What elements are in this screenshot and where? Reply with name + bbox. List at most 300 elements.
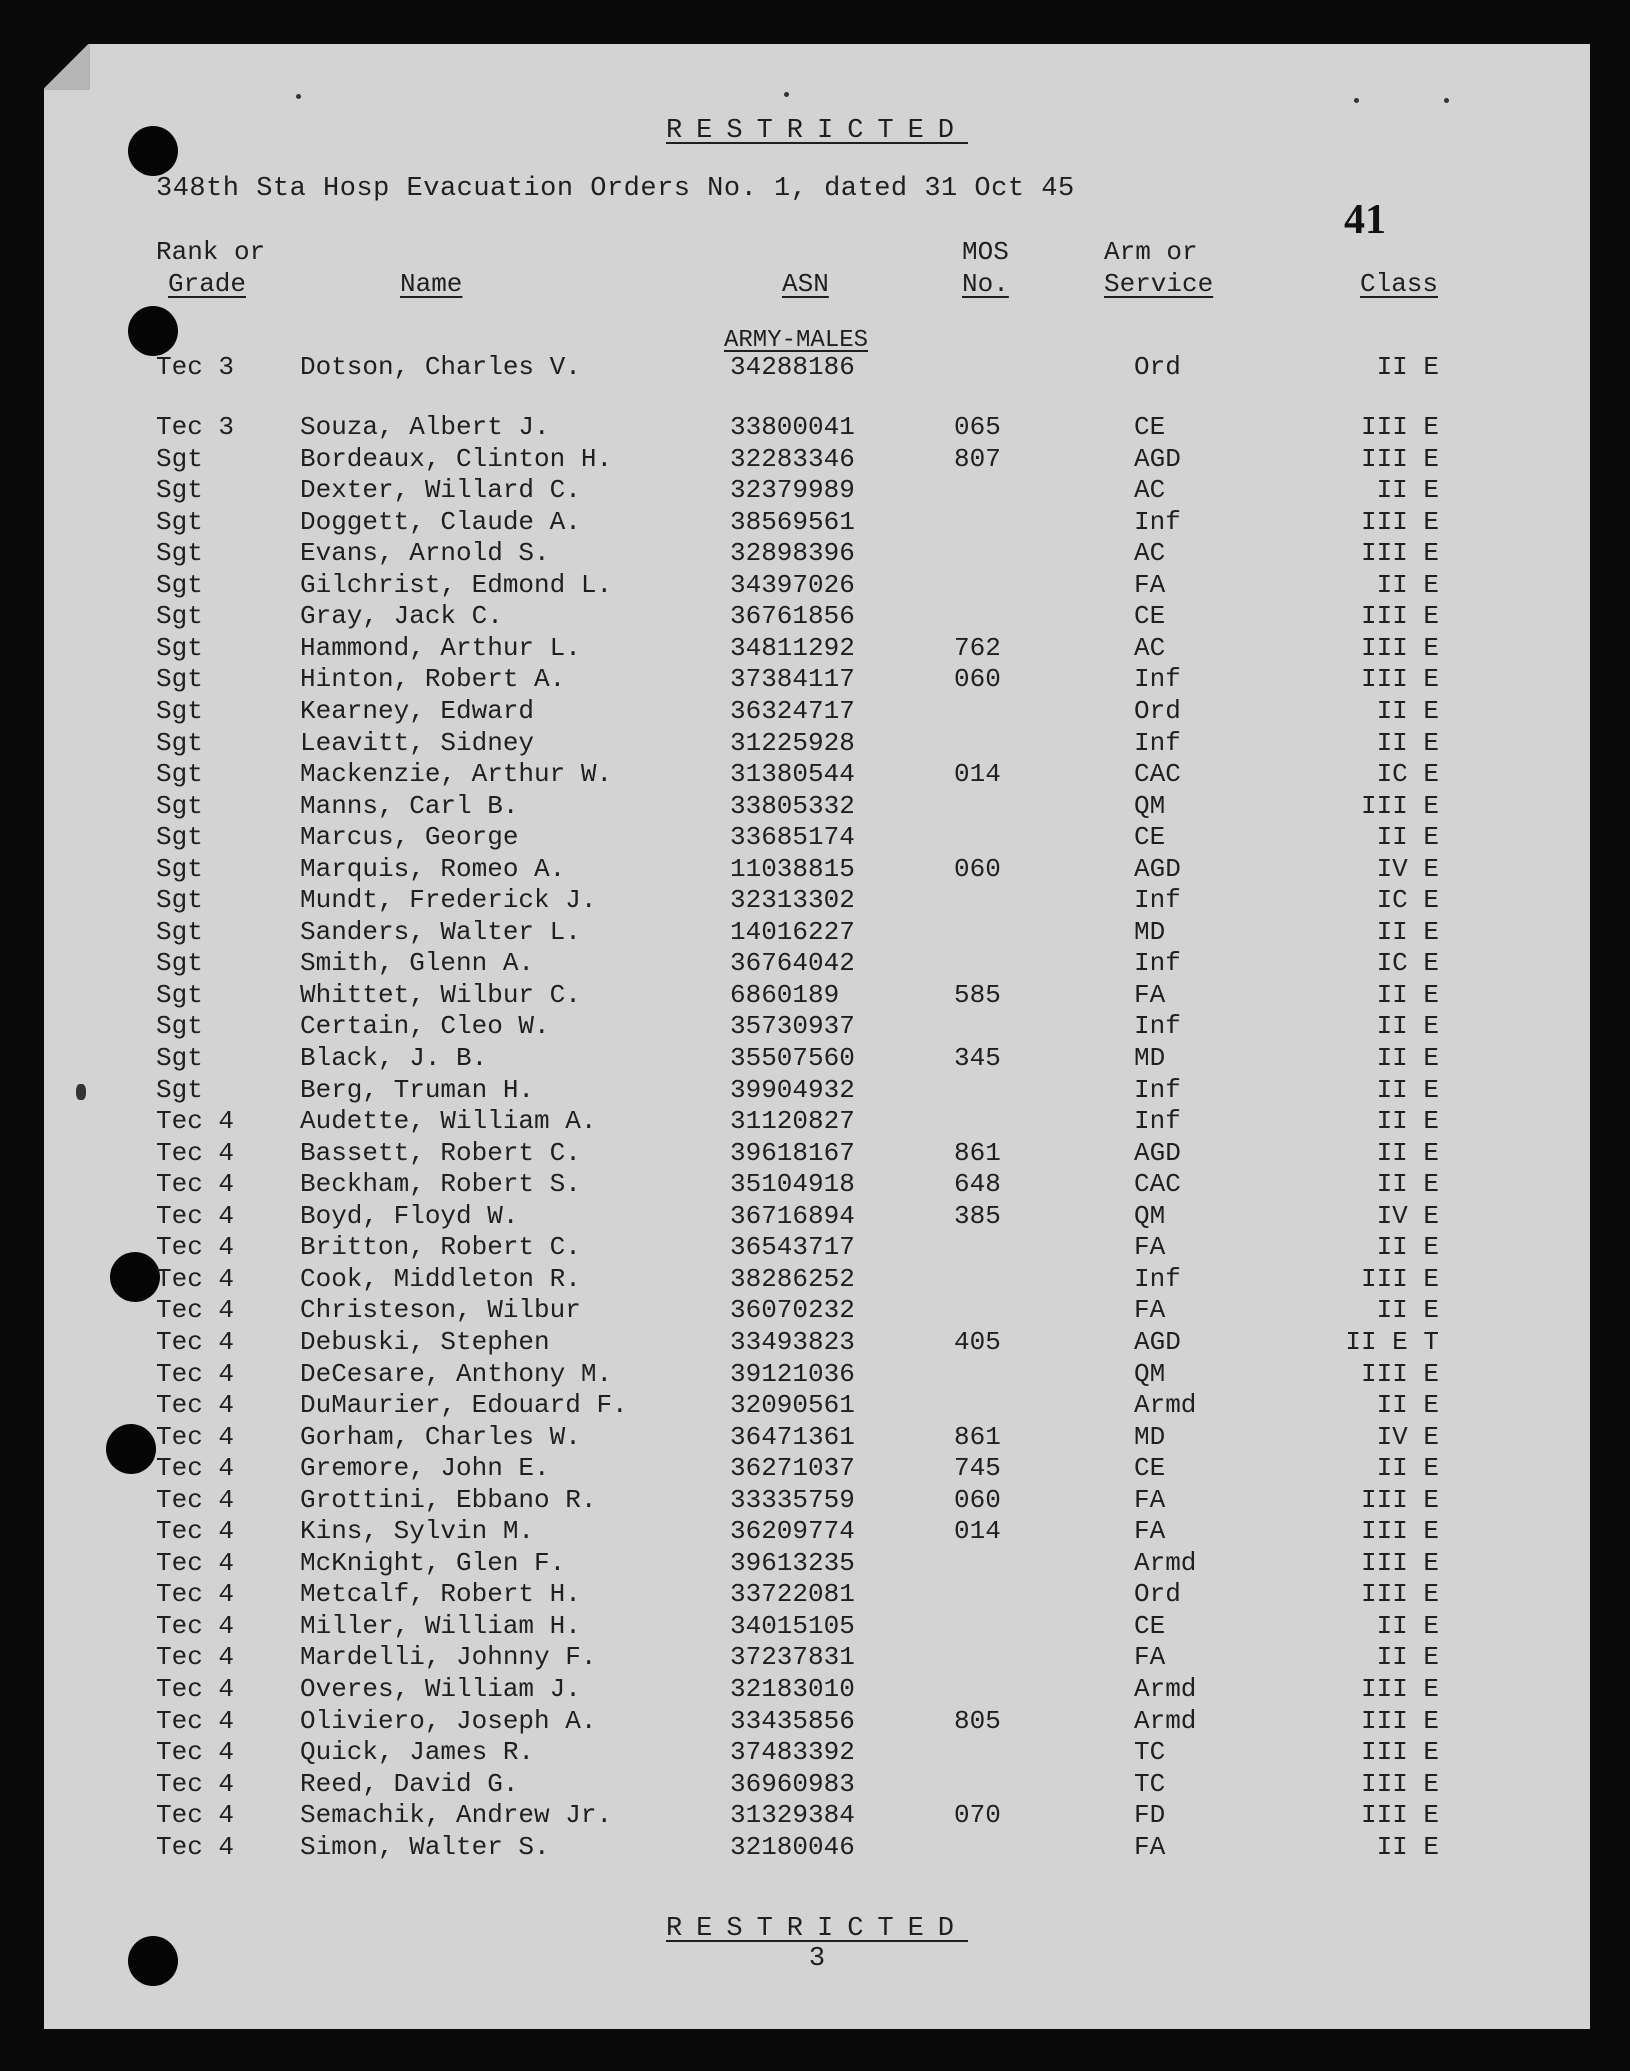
cell-cls: II E	[1376, 352, 1439, 382]
cell-arm: CE	[1134, 822, 1166, 853]
table-row	[44, 696, 1590, 727]
table-row	[44, 1327, 1590, 1358]
cell-name: Bordeaux, Clinton H.	[300, 443, 613, 474]
table-row	[44, 664, 1590, 695]
cell-arm: Inf	[1134, 1011, 1181, 1042]
cell-asn: 34811292	[730, 632, 855, 663]
cell-cls: III E	[1360, 1263, 1439, 1294]
cell-arm: AC	[1134, 538, 1166, 569]
cell-cls: III E	[1360, 1358, 1439, 1389]
table-row	[44, 1359, 1590, 1390]
cell-rank: Tec 4	[156, 1610, 235, 1641]
table-row	[44, 1674, 1590, 1705]
cell-asn: 14016227	[730, 916, 855, 947]
cell-rank: Sgt	[156, 443, 203, 474]
cell-arm: Ord	[1134, 1579, 1181, 1610]
cell-cls: II E	[1376, 1074, 1439, 1105]
cell-mos: 065	[954, 412, 1001, 442]
cell-asn: 34015105	[730, 1610, 855, 1641]
cell-rank: Tec 4	[156, 1547, 235, 1578]
table-row	[44, 475, 1590, 506]
cell-asn: 39904932	[730, 1074, 855, 1105]
cell-rank: Sgt	[156, 601, 203, 632]
cell-asn: 36716894	[730, 1200, 855, 1231]
table-row	[44, 1832, 1590, 1863]
cell-asn: 36960983	[730, 1768, 855, 1799]
cell-cls: IC E	[1376, 948, 1439, 979]
cell-name: Metcalf, Robert H.	[300, 1579, 581, 1610]
cell-mos: 585	[954, 979, 1001, 1010]
cell-rank: Sgt	[156, 948, 203, 979]
cell-name: Mundt, Frederick J.	[300, 885, 597, 916]
cell-cls: IC E	[1376, 759, 1439, 790]
cell-name: Audette, William A.	[300, 1106, 597, 1137]
cell-rank: Tec 4	[156, 1768, 235, 1799]
cell-cls: II E	[1376, 1390, 1439, 1421]
cell-mos: 745	[954, 1453, 1001, 1484]
cell-asn: 31329384	[730, 1800, 855, 1831]
cell-cls: III E	[1360, 1705, 1439, 1736]
table-row	[44, 1706, 1590, 1737]
table-row	[44, 1579, 1590, 1610]
cell-name: DeCesare, Anthony M.	[300, 1358, 613, 1389]
cell-name: DuMaurier, Edouard F.	[300, 1390, 628, 1421]
cell-mos: 861	[954, 1137, 1001, 1168]
cell-rank: Tec 4	[156, 1263, 235, 1294]
cell-cls: II E	[1376, 1043, 1439, 1073]
cell-arm: Inf	[1134, 1263, 1181, 1294]
cell-rank: Tec 4	[156, 1453, 235, 1484]
cell-cls: III E	[1360, 412, 1439, 442]
cell-name: Debuski, Stephen	[300, 1326, 550, 1357]
cell-asn: 33722081	[730, 1579, 855, 1610]
cell-name: Hinton, Robert A.	[300, 664, 566, 695]
cell-rank: Sgt	[156, 759, 203, 790]
table-row	[44, 601, 1590, 632]
cell-name: Reed, David G.	[300, 1768, 519, 1799]
table-row	[44, 570, 1590, 601]
cell-cls: III E	[1360, 1484, 1439, 1515]
cell-rank: Sgt	[156, 727, 203, 758]
cell-rank: Tec 4	[156, 1200, 235, 1231]
cell-arm: Inf	[1134, 885, 1181, 916]
cell-arm: MD	[1134, 1043, 1166, 1073]
cell-name: Marquis, Romeo A.	[300, 853, 566, 884]
cell-arm: Ord	[1134, 352, 1181, 382]
cell-rank: Sgt	[156, 822, 203, 853]
cell-cls: II E	[1376, 1610, 1439, 1641]
table-row	[44, 538, 1590, 569]
cell-mos: 807	[954, 443, 1001, 474]
table-row	[44, 980, 1590, 1011]
cell-name: Sanders, Walter L.	[300, 916, 581, 947]
cell-cls: II E	[1376, 916, 1439, 947]
cell-rank: Tec 4	[156, 1421, 235, 1452]
cell-arm: Armd	[1134, 1390, 1197, 1421]
table-row	[44, 1011, 1590, 1042]
cell-asn: 33335759	[730, 1484, 855, 1515]
cell-cls: III E	[1360, 1579, 1439, 1610]
cell-cls: IC E	[1376, 885, 1439, 916]
cell-arm: FA	[1134, 979, 1166, 1010]
cell-asn: 36209774	[730, 1516, 855, 1547]
cell-asn: 39618167	[730, 1137, 855, 1168]
cell-arm: FA	[1134, 1642, 1166, 1673]
cell-cls: III E	[1360, 790, 1439, 821]
cell-name: Bassett, Robert C.	[300, 1137, 581, 1168]
cell-arm: CAC	[1134, 1169, 1181, 1200]
cell-name: McKnight, Glen F.	[300, 1547, 566, 1578]
cell-arm: Inf	[1134, 506, 1181, 537]
cell-name: Semachik, Andrew Jr.	[300, 1800, 613, 1831]
table-row	[44, 1453, 1590, 1484]
cell-name: Grottini, Ebbano R.	[300, 1484, 597, 1515]
cell-cls: III E	[1360, 1674, 1439, 1704]
cell-arm: CE	[1134, 1610, 1166, 1641]
cell-name: Smith, Glenn A.	[300, 948, 535, 979]
cell-name: Beckham, Robert S.	[300, 1169, 581, 1200]
cell-cls: II E	[1376, 695, 1439, 726]
cell-cls: II E	[1376, 1137, 1439, 1168]
cell-asn: 39613235	[730, 1547, 855, 1578]
cell-arm: CE	[1134, 601, 1166, 632]
cell-asn: 37483392	[730, 1737, 855, 1768]
cell-rank: Tec 4	[156, 1137, 235, 1168]
cell-name: Berg, Truman H.	[300, 1074, 535, 1105]
cell-cls: III E	[1360, 1737, 1439, 1768]
cell-rank: Sgt	[156, 1011, 203, 1042]
cell-arm: AGD	[1134, 853, 1181, 884]
cell-name: Boyd, Floyd W.	[300, 1200, 519, 1231]
cell-asn: 37237831	[730, 1642, 855, 1673]
cell-arm: QM	[1134, 1358, 1166, 1389]
cell-cls: III E	[1360, 1800, 1439, 1831]
cell-rank: Sgt	[156, 790, 203, 821]
cell-rank: Sgt	[156, 569, 203, 600]
cell-asn: 34288186	[730, 352, 855, 382]
table-row	[44, 1075, 1590, 1106]
table-row	[44, 1548, 1590, 1579]
table-row	[44, 412, 1590, 443]
cell-rank: Tec 4	[156, 1737, 235, 1768]
cell-rank: Tec 4	[156, 1831, 235, 1862]
cell-cls: IV E	[1376, 1200, 1439, 1231]
cell-cls: III E	[1360, 538, 1439, 569]
cell-arm: AGD	[1134, 1137, 1181, 1168]
cell-asn: 32313302	[730, 885, 855, 916]
cell-arm: AC	[1134, 475, 1166, 506]
cell-rank: Sgt	[156, 664, 203, 695]
cell-arm: QM	[1134, 1200, 1166, 1231]
cell-cls: III E	[1360, 1516, 1439, 1547]
cell-arm: Armd	[1134, 1674, 1197, 1704]
cell-arm: TC	[1134, 1737, 1166, 1768]
cell-cls: III E	[1360, 601, 1439, 632]
cell-name: Gremore, John E.	[300, 1453, 550, 1484]
cell-rank: Tec 4	[156, 1579, 235, 1610]
cell-rank: Sgt	[156, 916, 203, 947]
cell-asn: 33493823	[730, 1326, 855, 1357]
cell-asn: 38569561	[730, 506, 855, 537]
table-row	[44, 822, 1590, 853]
cell-asn: 36070232	[730, 1295, 855, 1326]
cell-rank: Tec 4	[156, 1169, 235, 1200]
cell-asn: 35730937	[730, 1011, 855, 1042]
col-header-arm-line2: Service	[1104, 269, 1214, 299]
cell-name: Hammond, Arthur L.	[300, 632, 581, 663]
cell-name: Marcus, George	[300, 822, 519, 853]
cell-asn: 6860189	[730, 979, 840, 1010]
cell-cls: II E	[1376, 1232, 1439, 1263]
cell-cls: IV E	[1376, 853, 1439, 884]
cell-asn: 36761856	[730, 601, 855, 632]
cell-name: Certain, Cleo W.	[300, 1011, 550, 1042]
cell-cls: III E	[1360, 664, 1439, 695]
cell-asn: 32379989	[730, 475, 855, 506]
cell-mos: 762	[954, 632, 1001, 663]
cell-arm: MD	[1134, 916, 1166, 947]
cell-asn: 33805332	[730, 790, 855, 821]
cell-rank: Sgt	[156, 695, 203, 726]
table-row	[44, 1611, 1590, 1642]
cell-cls: IV E	[1376, 1421, 1439, 1452]
table-row	[44, 1169, 1590, 1200]
cell-asn: 36471361	[730, 1421, 855, 1452]
cell-rank: Sgt	[156, 853, 203, 884]
table-row	[44, 948, 1590, 979]
section-label: ARMY-MALES	[724, 327, 869, 354]
cell-cls: II E	[1376, 1169, 1439, 1200]
cell-arm: Ord	[1134, 695, 1181, 726]
cell-rank: Tec 4	[156, 1484, 235, 1515]
cell-rank: Sgt	[156, 979, 203, 1010]
table-row	[44, 1800, 1590, 1831]
cell-cls: II E	[1376, 1453, 1439, 1484]
stamp-number: 41	[1344, 197, 1386, 243]
cell-mos: 861	[954, 1421, 1001, 1452]
cell-rank: Tec 3	[156, 352, 235, 382]
cell-rank: Tec 4	[156, 1232, 235, 1263]
cell-name: Oliviero, Joseph A.	[300, 1705, 597, 1736]
cell-cls: II E	[1376, 1295, 1439, 1326]
cell-rank: Sgt	[156, 885, 203, 916]
cell-arm: FA	[1134, 569, 1166, 600]
col-header-arm-line1: Arm or	[1104, 237, 1198, 267]
cell-asn: 36271037	[730, 1453, 855, 1484]
restricted-header: RESTRICTED	[665, 116, 969, 146]
cell-rank: Tec 4	[156, 1390, 235, 1421]
table-row	[44, 728, 1590, 759]
cell-cls: III E	[1360, 632, 1439, 663]
cell-cls: II E	[1376, 1642, 1439, 1673]
cell-name: Gorham, Charles W.	[300, 1421, 581, 1452]
cell-name: Miller, William H.	[300, 1610, 581, 1641]
cell-asn: 38286252	[730, 1263, 855, 1294]
cell-rank: Tec 4	[156, 1800, 235, 1831]
cell-asn: 36324717	[730, 695, 855, 726]
table-row	[44, 1106, 1590, 1137]
cell-arm: Armd	[1134, 1705, 1197, 1736]
cell-name: Souza, Albert J.	[300, 412, 550, 442]
cell-name: Britton, Robert C.	[300, 1232, 581, 1263]
cell-asn: 32898396	[730, 538, 855, 569]
table-row	[44, 759, 1590, 790]
cell-arm: AGD	[1134, 1326, 1181, 1357]
cell-arm: FA	[1134, 1831, 1166, 1862]
cell-name: Doggett, Claude A.	[300, 506, 581, 537]
cell-rank: Tec 4	[156, 1326, 235, 1357]
cell-name: Quick, James R.	[300, 1737, 535, 1768]
cell-rank: Tec 4	[156, 1516, 235, 1547]
cell-cls: II E	[1376, 822, 1439, 853]
cell-arm: FA	[1134, 1484, 1166, 1515]
cell-arm: AGD	[1134, 443, 1181, 474]
cell-cls: II E	[1376, 569, 1439, 600]
cell-arm: CE	[1134, 1453, 1166, 1484]
cell-arm: MD	[1134, 1421, 1166, 1452]
table-row	[44, 1390, 1590, 1421]
cell-name: Black, J. B.	[300, 1043, 488, 1073]
col-header-asn: ASN	[782, 269, 829, 299]
table-row	[44, 1769, 1590, 1800]
cell-rank: Tec 4	[156, 1642, 235, 1673]
cell-cls: III E	[1360, 506, 1439, 537]
cell-asn: 36764042	[730, 948, 855, 979]
cell-arm: CAC	[1134, 759, 1181, 790]
cell-name: Gilchrist, Edmond L.	[300, 569, 613, 600]
cell-asn: 36543717	[730, 1232, 855, 1263]
table-row	[44, 633, 1590, 664]
table-row	[44, 1201, 1590, 1232]
cell-rank: Sgt	[156, 475, 203, 506]
cell-asn: 35507560	[730, 1043, 855, 1073]
cell-name: Dexter, Willard C.	[300, 475, 581, 506]
cell-rank: Sgt	[156, 538, 203, 569]
cell-asn: 32183010	[730, 1674, 855, 1704]
cell-arm: Inf	[1134, 1074, 1181, 1105]
cell-cls: III E	[1360, 443, 1439, 474]
table-row	[44, 917, 1590, 948]
col-header-class: Class	[1360, 269, 1439, 299]
cell-rank: Sgt	[156, 1043, 203, 1073]
table-row	[44, 444, 1590, 475]
cell-asn: 31380544	[730, 759, 855, 790]
cell-rank: Tec 4	[156, 1705, 235, 1736]
cell-name: Kearney, Edward	[300, 695, 535, 726]
cell-cls: II E T	[1345, 1326, 1439, 1357]
cell-name: Whittet, Wilbur C.	[300, 979, 581, 1010]
cell-name: Mackenzie, Arthur W.	[300, 759, 613, 790]
cell-cls: II E	[1376, 979, 1439, 1010]
cell-asn: 31225928	[730, 727, 855, 758]
cell-rank: Tec 4	[156, 1674, 235, 1704]
table-row	[44, 1422, 1590, 1453]
cell-arm: FA	[1134, 1516, 1166, 1547]
table-row	[44, 791, 1590, 822]
table-row	[44, 1516, 1590, 1547]
cell-mos: 345	[954, 1043, 1001, 1073]
cell-arm: CE	[1134, 412, 1166, 442]
cell-name: Cook, Middleton R.	[300, 1263, 581, 1294]
cell-asn: 32283346	[730, 443, 855, 474]
table-row	[44, 1642, 1590, 1673]
cell-name: Overes, William J.	[300, 1674, 581, 1704]
table-row	[44, 854, 1590, 885]
col-header-rank-line1: Rank or	[156, 237, 266, 267]
cell-name: Manns, Carl B.	[300, 790, 519, 821]
cell-asn: 34397026	[730, 569, 855, 600]
cell-arm: FA	[1134, 1232, 1166, 1263]
col-header-mos-line1: MOS	[962, 237, 1009, 267]
table-row	[44, 352, 1590, 383]
cell-cls: II E	[1376, 1106, 1439, 1137]
cell-arm: FD	[1134, 1800, 1166, 1831]
cell-asn: 33685174	[730, 822, 855, 853]
cell-cls: II E	[1376, 1831, 1439, 1862]
cell-cls: II E	[1376, 727, 1439, 758]
cell-asn: 39121036	[730, 1358, 855, 1389]
cell-asn: 32090561	[730, 1390, 855, 1421]
col-header-mos-line2: No.	[962, 269, 1009, 299]
cell-mos: 060	[954, 853, 1001, 884]
cell-rank: Sgt	[156, 506, 203, 537]
page-number: 3	[808, 1944, 826, 1974]
cell-arm: Armd	[1134, 1547, 1197, 1578]
table-row	[44, 1485, 1590, 1516]
table-row	[44, 507, 1590, 538]
table-row	[44, 1138, 1590, 1169]
cell-name: Christeson, Wilbur	[300, 1295, 581, 1326]
cell-name: Leavitt, Sidney	[300, 727, 535, 758]
table-row	[44, 1737, 1590, 1768]
cell-arm: Inf	[1134, 664, 1181, 695]
cell-arm: FA	[1134, 1295, 1166, 1326]
cell-mos: 060	[954, 664, 1001, 695]
cell-mos: 648	[954, 1169, 1001, 1200]
cell-mos: 385	[954, 1200, 1001, 1231]
cell-cls: III E	[1360, 1768, 1439, 1799]
cell-mos: 405	[954, 1326, 1001, 1357]
cell-asn: 35104918	[730, 1169, 855, 1200]
cell-name: Simon, Walter S.	[300, 1831, 550, 1862]
col-header-rank-line2: Grade	[168, 269, 247, 299]
cell-mos: 805	[954, 1705, 1001, 1736]
cell-asn: 32180046	[730, 1831, 855, 1862]
restricted-footer: RESTRICTED	[665, 1914, 969, 1944]
cell-rank: Tec 4	[156, 1295, 235, 1326]
cell-name: Kins, Sylvin M.	[300, 1516, 535, 1547]
document-page	[44, 44, 1590, 2029]
cell-asn: 33800041	[730, 412, 855, 442]
cell-arm: Inf	[1134, 727, 1181, 758]
cell-mos: 060	[954, 1484, 1001, 1515]
cell-cls: II E	[1376, 1011, 1439, 1042]
cell-name: Gray, Jack C.	[300, 601, 503, 632]
cell-rank: Sgt	[156, 1074, 203, 1105]
cell-mos: 014	[954, 1516, 1001, 1547]
cell-arm: QM	[1134, 790, 1166, 821]
cell-arm: Inf	[1134, 1106, 1181, 1137]
cell-cls: III E	[1360, 1547, 1439, 1578]
table-row	[44, 1043, 1590, 1074]
cell-cls: II E	[1376, 475, 1439, 506]
col-header-name: Name	[400, 269, 463, 299]
cell-rank: Tec 4	[156, 1358, 235, 1389]
table-row	[44, 1295, 1590, 1326]
table-row	[44, 885, 1590, 916]
cell-rank: Tec 4	[156, 1106, 235, 1137]
cell-arm: AC	[1134, 632, 1166, 663]
